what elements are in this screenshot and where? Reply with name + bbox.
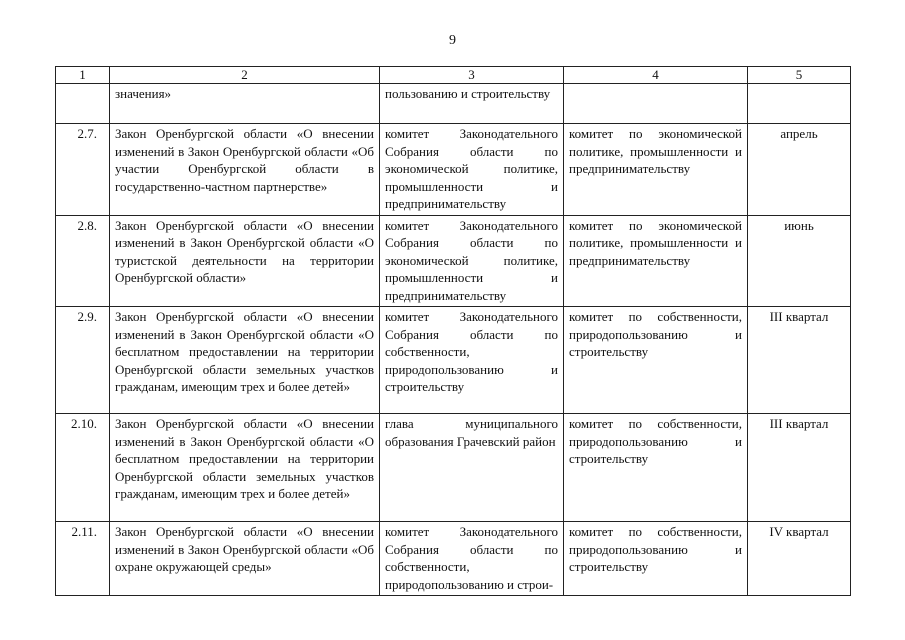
responsible-party: глава муниципального образования Грачевский район (380, 414, 564, 522)
item-number: 2.7. (56, 124, 110, 216)
legislative-plan-table (55, 66, 851, 596)
item-number: 2.8. (56, 215, 110, 307)
committee (564, 84, 748, 124)
item-number: 2.11. (56, 522, 110, 596)
table-row (56, 215, 851, 307)
deadline: III квартал (748, 414, 851, 522)
deadline: июнь (748, 215, 851, 307)
table-row-continuation (56, 84, 851, 124)
item-number (56, 84, 110, 124)
law-title: Закон Оренбургской области «О внесении изменений в Закон Оренбургской области «О бесплатном предоставлении на территории Оренбургской области земельных участков гражданам, имеющим трех и более детей» (110, 307, 380, 414)
committee: комитет по собственности, природопользованию и строительству (564, 522, 748, 596)
responsible-party: комитет Законодательного Собрания области по собственности, природопользованию и строи- (380, 522, 564, 596)
page-number: 9 (449, 33, 456, 48)
item-number: 2.9. (56, 307, 110, 414)
table-row (56, 522, 851, 596)
column-header-4: 4 (564, 67, 748, 84)
table-row (56, 414, 851, 522)
law-title: Закон Оренбургской области «О внесении изменений в Закон Оренбургской области «Об участии Оренбургской области в государственно-частном партнерстве» (110, 124, 380, 216)
deadline: III квартал (748, 307, 851, 414)
law-title: Закон Оренбургской области «О внесении изменений в Закон Оренбургской области «Об охране окружающей среды» (110, 522, 380, 596)
law-title: Закон Оренбургской области «О внесении изменений в Закон Оренбургской области «О туристской деятельности на территории Оренбургской области» (110, 215, 380, 307)
committee: комитет по собственности, природопользованию и строительству (564, 307, 748, 414)
column-number-row (56, 67, 851, 84)
deadline: апрель (748, 124, 851, 216)
law-title: Закон Оренбургской области «О внесении изменений в Закон Оренбургской области «О бесплатном предоставлении на территории Оренбургской области земельных участков гражданам, имеющим трех и более детей» (110, 414, 380, 522)
column-header-3: 3 (380, 67, 564, 84)
committee: комитет по экономической политике, промышленности и предпринимательству (564, 124, 748, 216)
column-header-2: 2 (110, 67, 380, 84)
responsible-party: комитет Законодательного Собрания области по экономической политике, промышленности и предпринимательству (380, 124, 564, 216)
responsible-party: комитет Законодательного Собрания области по собственности, природопользованию и строительству (380, 307, 564, 414)
committee: комитет по экономической политике, промышленности и предпринимательству (564, 215, 748, 307)
deadline: IV квартал (748, 522, 851, 596)
law-title: значения» (110, 84, 380, 124)
column-header-1: 1 (56, 67, 110, 84)
responsible-party: комитет Законодательного Собрания области по экономической политике, промышленности и предпринимательству (380, 215, 564, 307)
table-row (56, 124, 851, 216)
deadline (748, 84, 851, 124)
responsible-party: пользованию и строительству (380, 84, 564, 124)
table-row (56, 307, 851, 414)
column-header-5: 5 (748, 67, 851, 84)
committee: комитет по собственности, природопользованию и строительству (564, 414, 748, 522)
item-number: 2.10. (56, 414, 110, 522)
